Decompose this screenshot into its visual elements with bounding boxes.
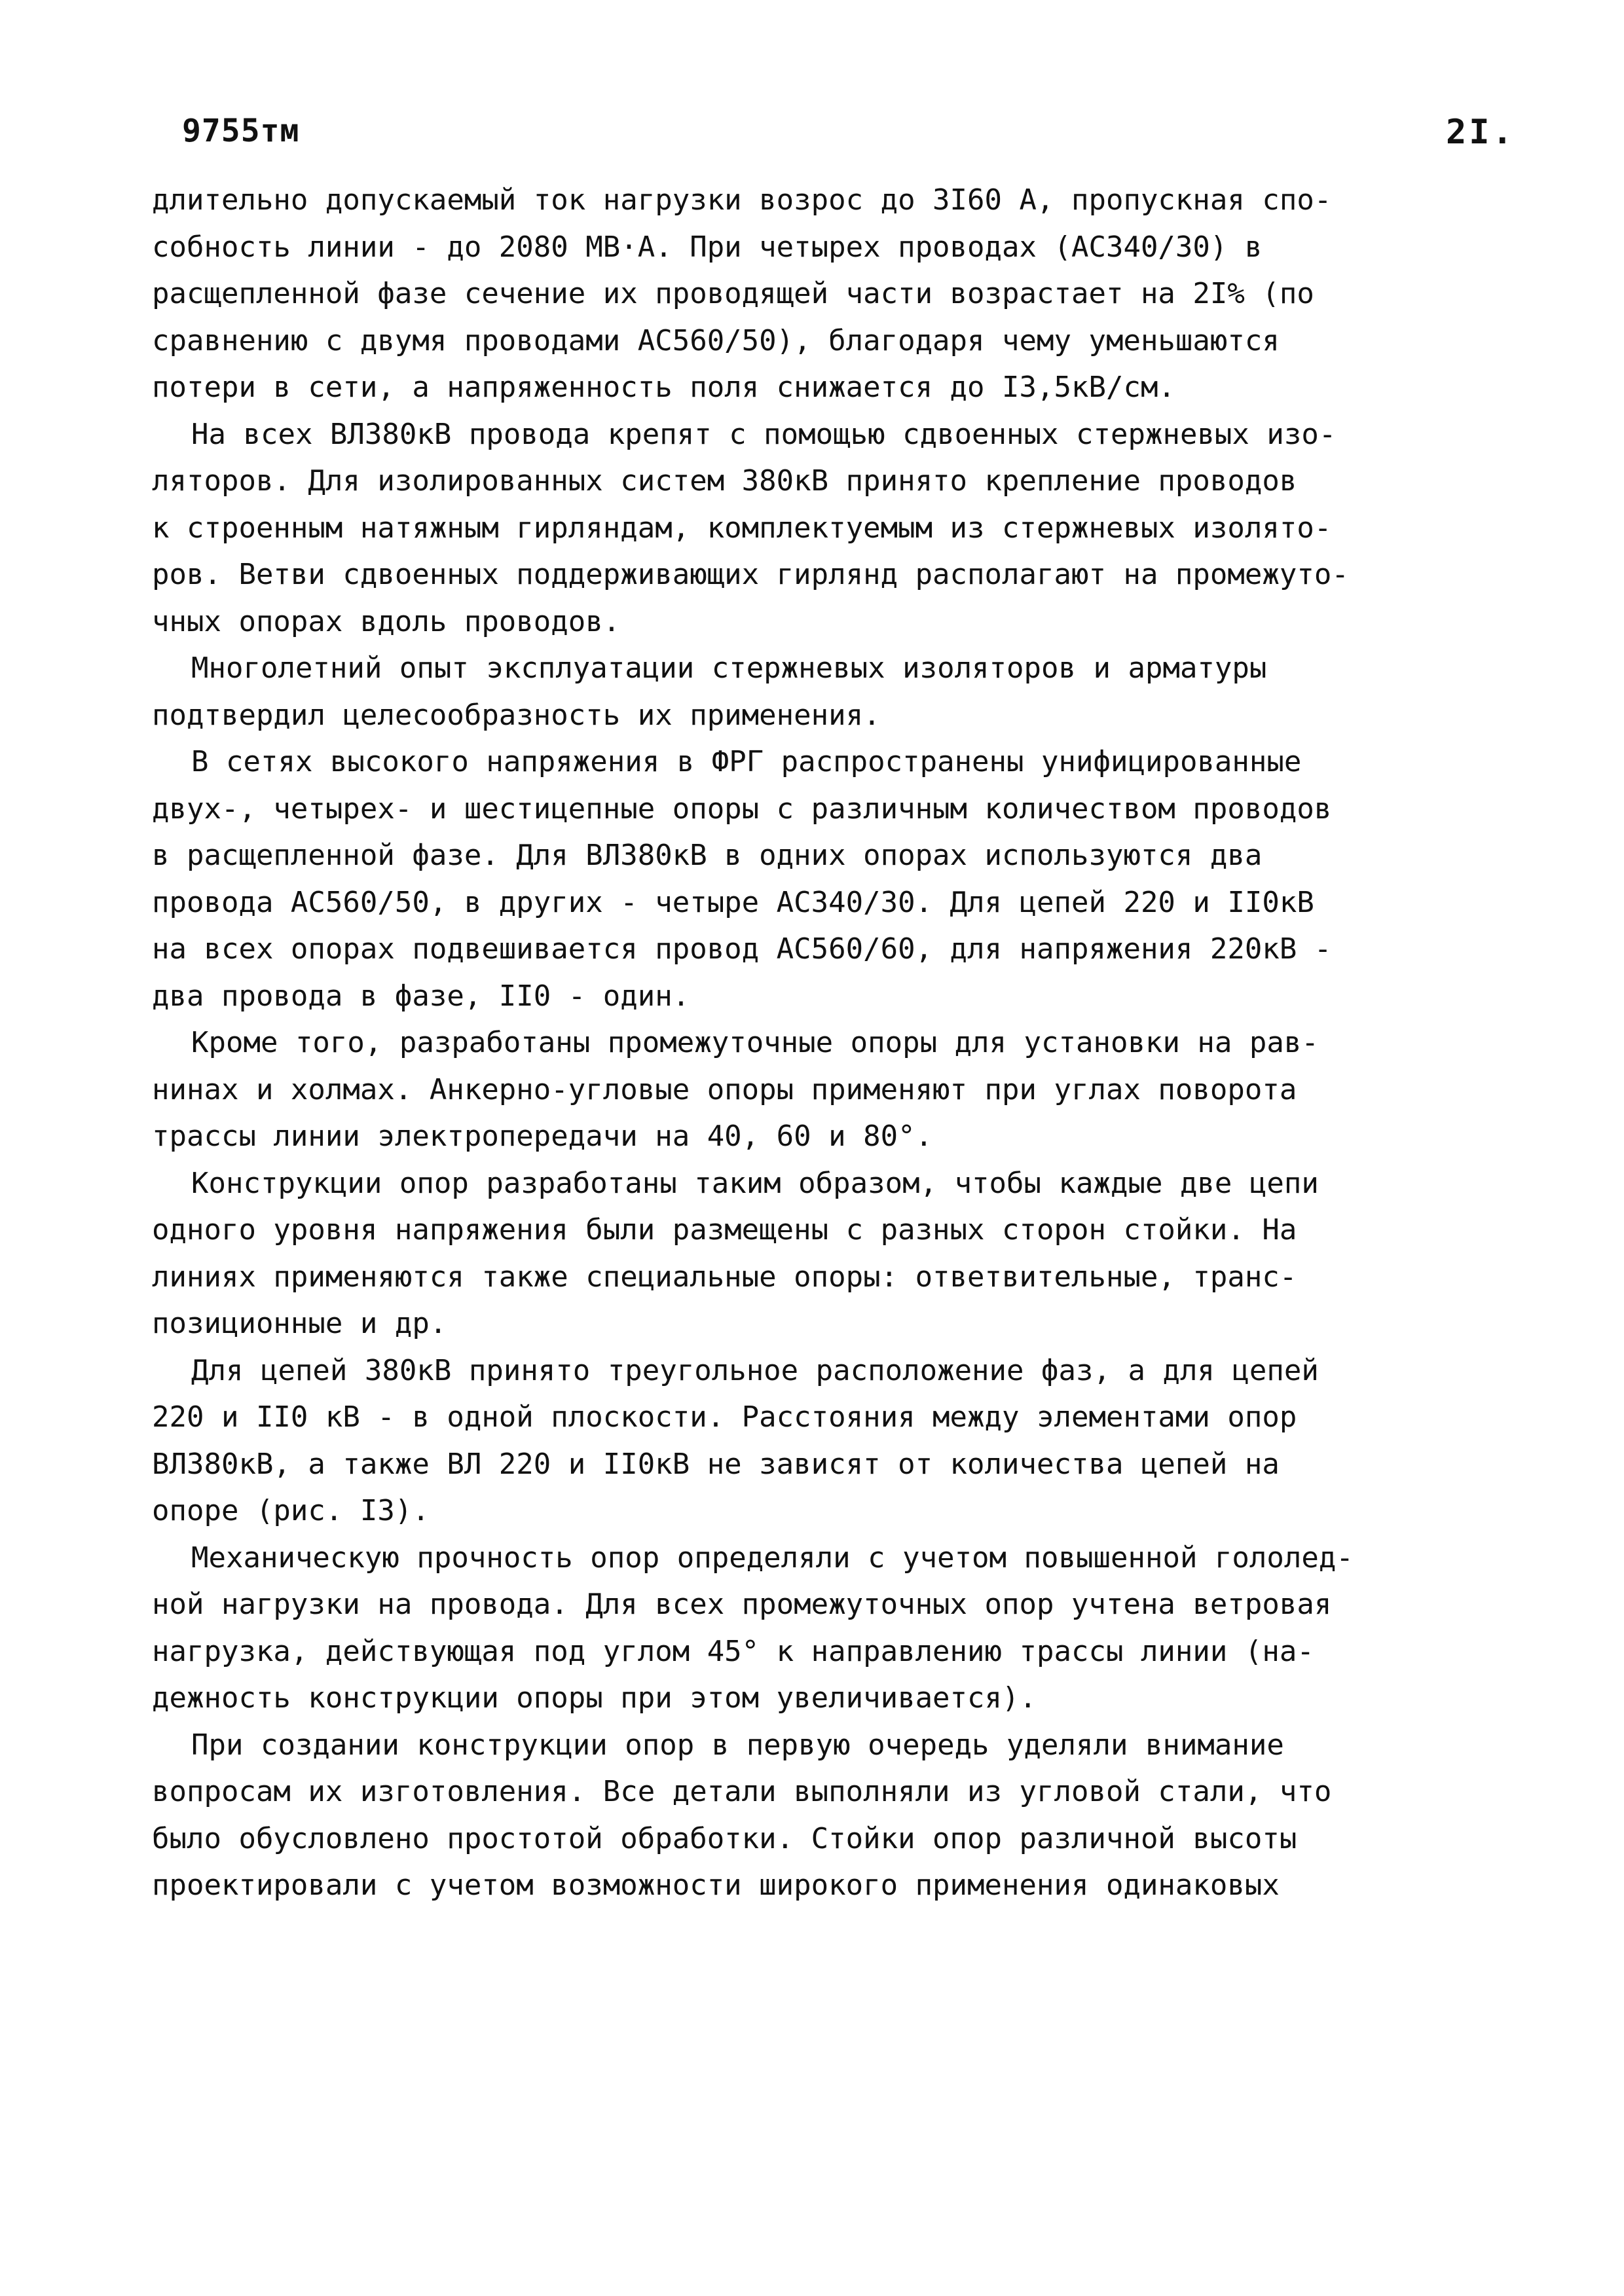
text-line: Многолетний опыт эксплуатации стержневых изоляторов и арматуры (191, 651, 1267, 685)
text-line: собность линии - до 2080 МВ·А. При четырех проводах (АС340/30) в (152, 230, 1263, 264)
body-text (152, 177, 1540, 1909)
text-line: подтвердил целесообразность их применения. (152, 698, 881, 732)
text-line: было обусловлено простотой обработки. Стойки опор различной высоты (152, 1821, 1297, 1855)
page-number: 2I. (1446, 113, 1515, 152)
document-code: 9755тм (182, 113, 300, 149)
text-line: В сетях высокого напряжения в ФРГ распространены унифицированные (191, 745, 1302, 778)
text-line: двух-, четырех- и шестицепные опоры с различным количеством проводов (152, 792, 1332, 826)
text-line: позиционные и др. (152, 1307, 447, 1340)
text-line: расщепленной фазе сечение их проводящей части возрастает на 2I% (по (152, 277, 1314, 310)
text-line: к строенным натяжным гирляндам, комплектуемым из стержневых изолято- (152, 511, 1332, 545)
text-line: Для цепей 380кВ принято треугольное расположение фаз, а для цепей (191, 1353, 1319, 1387)
text-line: одного уровня напряжения были размещены с разных сторон стойки. На (152, 1213, 1297, 1247)
text-line: в расщепленной фазе. Для ВЛ380кВ в одних опорах используются два (152, 839, 1263, 872)
text-line: трассы линии электропередачи на 40, 60 и 80°. (152, 1120, 933, 1153)
text-line: ной нагрузки на провода. Для всех промежуточных опор учтена ветровая (152, 1588, 1332, 1621)
text-line: ляторов. Для изолированных систем 380кВ принято крепление проводов (152, 464, 1297, 498)
text-line: проектировали с учетом возможности широкого применения одинаковых (152, 1868, 1280, 1902)
text-line: нинах и холмах. Анкерно-угловые опоры применяют при углах поворота (152, 1072, 1297, 1106)
text-line: длительно допускаемый ток нагрузки возрос до 3I60 А, пропускная спо- (152, 183, 1332, 217)
text-line: Механическую прочность опор определяли с учетом повышенной гололед- (191, 1540, 1354, 1575)
text-line: нагрузка, действующая под углом 45° к направлению трассы линии (на- (152, 1634, 1314, 1668)
text-line: провода АС560/50, в других - четыре АС340/30. Для цепей 220 и II0кВ (152, 885, 1314, 919)
text-line: линиях применяются также специальные опоры: ответвительные, транс- (152, 1260, 1297, 1294)
text-line: Кроме того, разработаны промежуточные опоры для установки на рав- (191, 1026, 1319, 1059)
text-line: дежность конструкции опоры при этом увеличивается). (152, 1681, 1037, 1715)
text-line: сравнению с двумя проводами АС560/50), благодаря чему уменьшаются (152, 323, 1280, 357)
text-line: 220 и II0 кВ - в одной плоскости. Расстояния между элементами опор (152, 1400, 1297, 1434)
text-line: опоре (рис. I3). (152, 1494, 430, 1527)
text-line: ров. Ветви сдвоенных поддерживающих гирлянд располагают на промежуто- (152, 558, 1349, 591)
text-line: На всех ВЛ380кВ провода крепят с помощью сдвоенных стержневых изо- (191, 417, 1337, 451)
text-line: ВЛ380кВ, а также ВЛ 220 и II0кВ не зависят от количества цепей на (152, 1447, 1280, 1481)
text-line: При создании конструкции опор в первую очередь уделяли внимание (191, 1728, 1284, 1762)
text-line: вопросам их изготовления. Все детали выполняли из угловой стали, что (152, 1775, 1332, 1808)
text-line: два провода в фазе, II0 - один. (152, 979, 690, 1013)
text-line: Конструкции опор разработаны таким образом, чтобы каждые две цепи (191, 1166, 1319, 1200)
text-line: чных опорах вдоль проводов. (152, 604, 621, 638)
text-line: потери в сети, а напряженность поля снижается до I3,5кВ/см. (152, 371, 1175, 404)
text-line: на всех опорах подвешивается провод АС560/60, для напряжения 220кВ - (152, 932, 1332, 966)
